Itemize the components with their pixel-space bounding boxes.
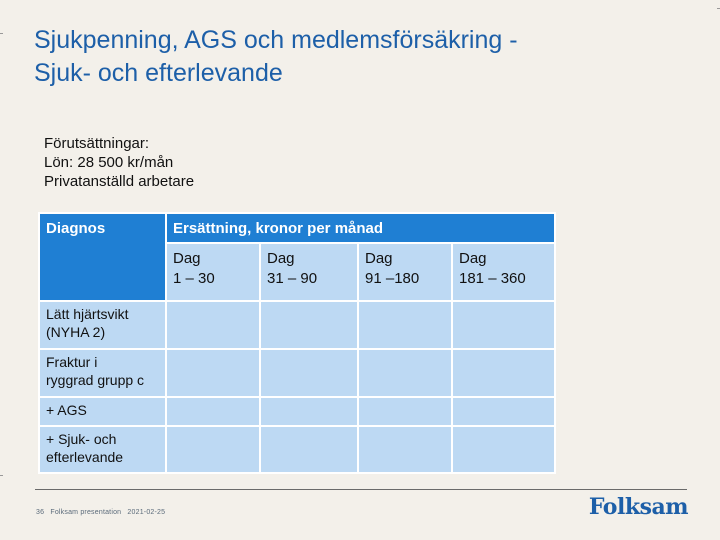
employment-condition: Privatanställd arbetare xyxy=(44,173,195,190)
slide-title xyxy=(34,24,694,90)
diagnosis-line: + AGS xyxy=(46,402,87,418)
header-compensation: Ersättning, kronor per månad xyxy=(166,213,555,243)
presentation-date: 2021-02-25 xyxy=(127,509,166,516)
value-cell xyxy=(260,349,358,397)
diagnosis-cell xyxy=(39,426,166,473)
table-header-row xyxy=(39,213,555,243)
table-row xyxy=(39,397,555,426)
table-row xyxy=(39,301,555,349)
value-cell xyxy=(166,397,260,426)
edge-tick xyxy=(0,33,3,34)
value-cell xyxy=(358,426,452,473)
value-cell xyxy=(358,349,452,397)
value-cell xyxy=(166,349,260,397)
salary-condition: Lön: 28 500 kr/mån xyxy=(44,154,174,171)
footer-text xyxy=(36,509,165,516)
diagnosis-cell xyxy=(39,349,166,397)
slide-title-line-2: Sjuk- och efterlevande xyxy=(34,59,283,87)
period-cell xyxy=(260,243,358,301)
period-cell xyxy=(358,243,452,301)
table-row xyxy=(39,426,555,473)
conditions-heading: Förutsättningar: xyxy=(44,135,150,152)
period-range: 1 – 30 xyxy=(173,270,215,287)
compensation-table xyxy=(38,212,556,474)
period-range: 31 – 90 xyxy=(267,270,318,287)
period-label: Dag xyxy=(267,250,295,267)
diagnosis-cell xyxy=(39,301,166,349)
period-range: 181 – 360 xyxy=(459,270,526,287)
table-row xyxy=(39,349,555,397)
edge-tick xyxy=(0,475,3,476)
value-cell xyxy=(358,397,452,426)
diagnosis-line: efterlevande xyxy=(46,449,124,465)
value-cell xyxy=(166,426,260,473)
diagnosis-cell xyxy=(39,397,166,426)
period-label: Dag xyxy=(173,250,201,267)
value-cell xyxy=(452,397,555,426)
value-cell xyxy=(260,397,358,426)
period-cell xyxy=(166,243,260,301)
period-label: Dag xyxy=(459,250,487,267)
value-cell xyxy=(452,426,555,473)
period-range: 91 –180 xyxy=(365,270,420,287)
conditions-block xyxy=(44,134,194,191)
diagnosis-line: Lätt hjärtsvikt xyxy=(46,306,129,322)
slide-title-line-1: Sjukpenning, AGS och medlemsförsäkring - xyxy=(34,26,518,54)
header-diagnosis: Diagnos xyxy=(39,213,166,301)
period-cell xyxy=(452,243,555,301)
value-cell xyxy=(166,301,260,349)
value-cell xyxy=(358,301,452,349)
presentation-name: Folksam presentation xyxy=(50,509,122,516)
value-cell xyxy=(260,426,358,473)
folksam-logo: Folksam xyxy=(588,494,688,520)
diagnosis-line: + Sjuk- och xyxy=(46,431,117,447)
diagnosis-line: (NYHA 2) xyxy=(46,324,106,340)
value-cell xyxy=(452,301,555,349)
page-number: 36 xyxy=(36,509,45,516)
footer-divider xyxy=(35,489,687,490)
diagnosis-line: Fraktur i xyxy=(46,354,98,370)
value-cell xyxy=(452,349,555,397)
value-cell xyxy=(260,301,358,349)
period-label: Dag xyxy=(365,250,393,267)
diagnosis-line: ryggrad grupp c xyxy=(46,372,145,388)
